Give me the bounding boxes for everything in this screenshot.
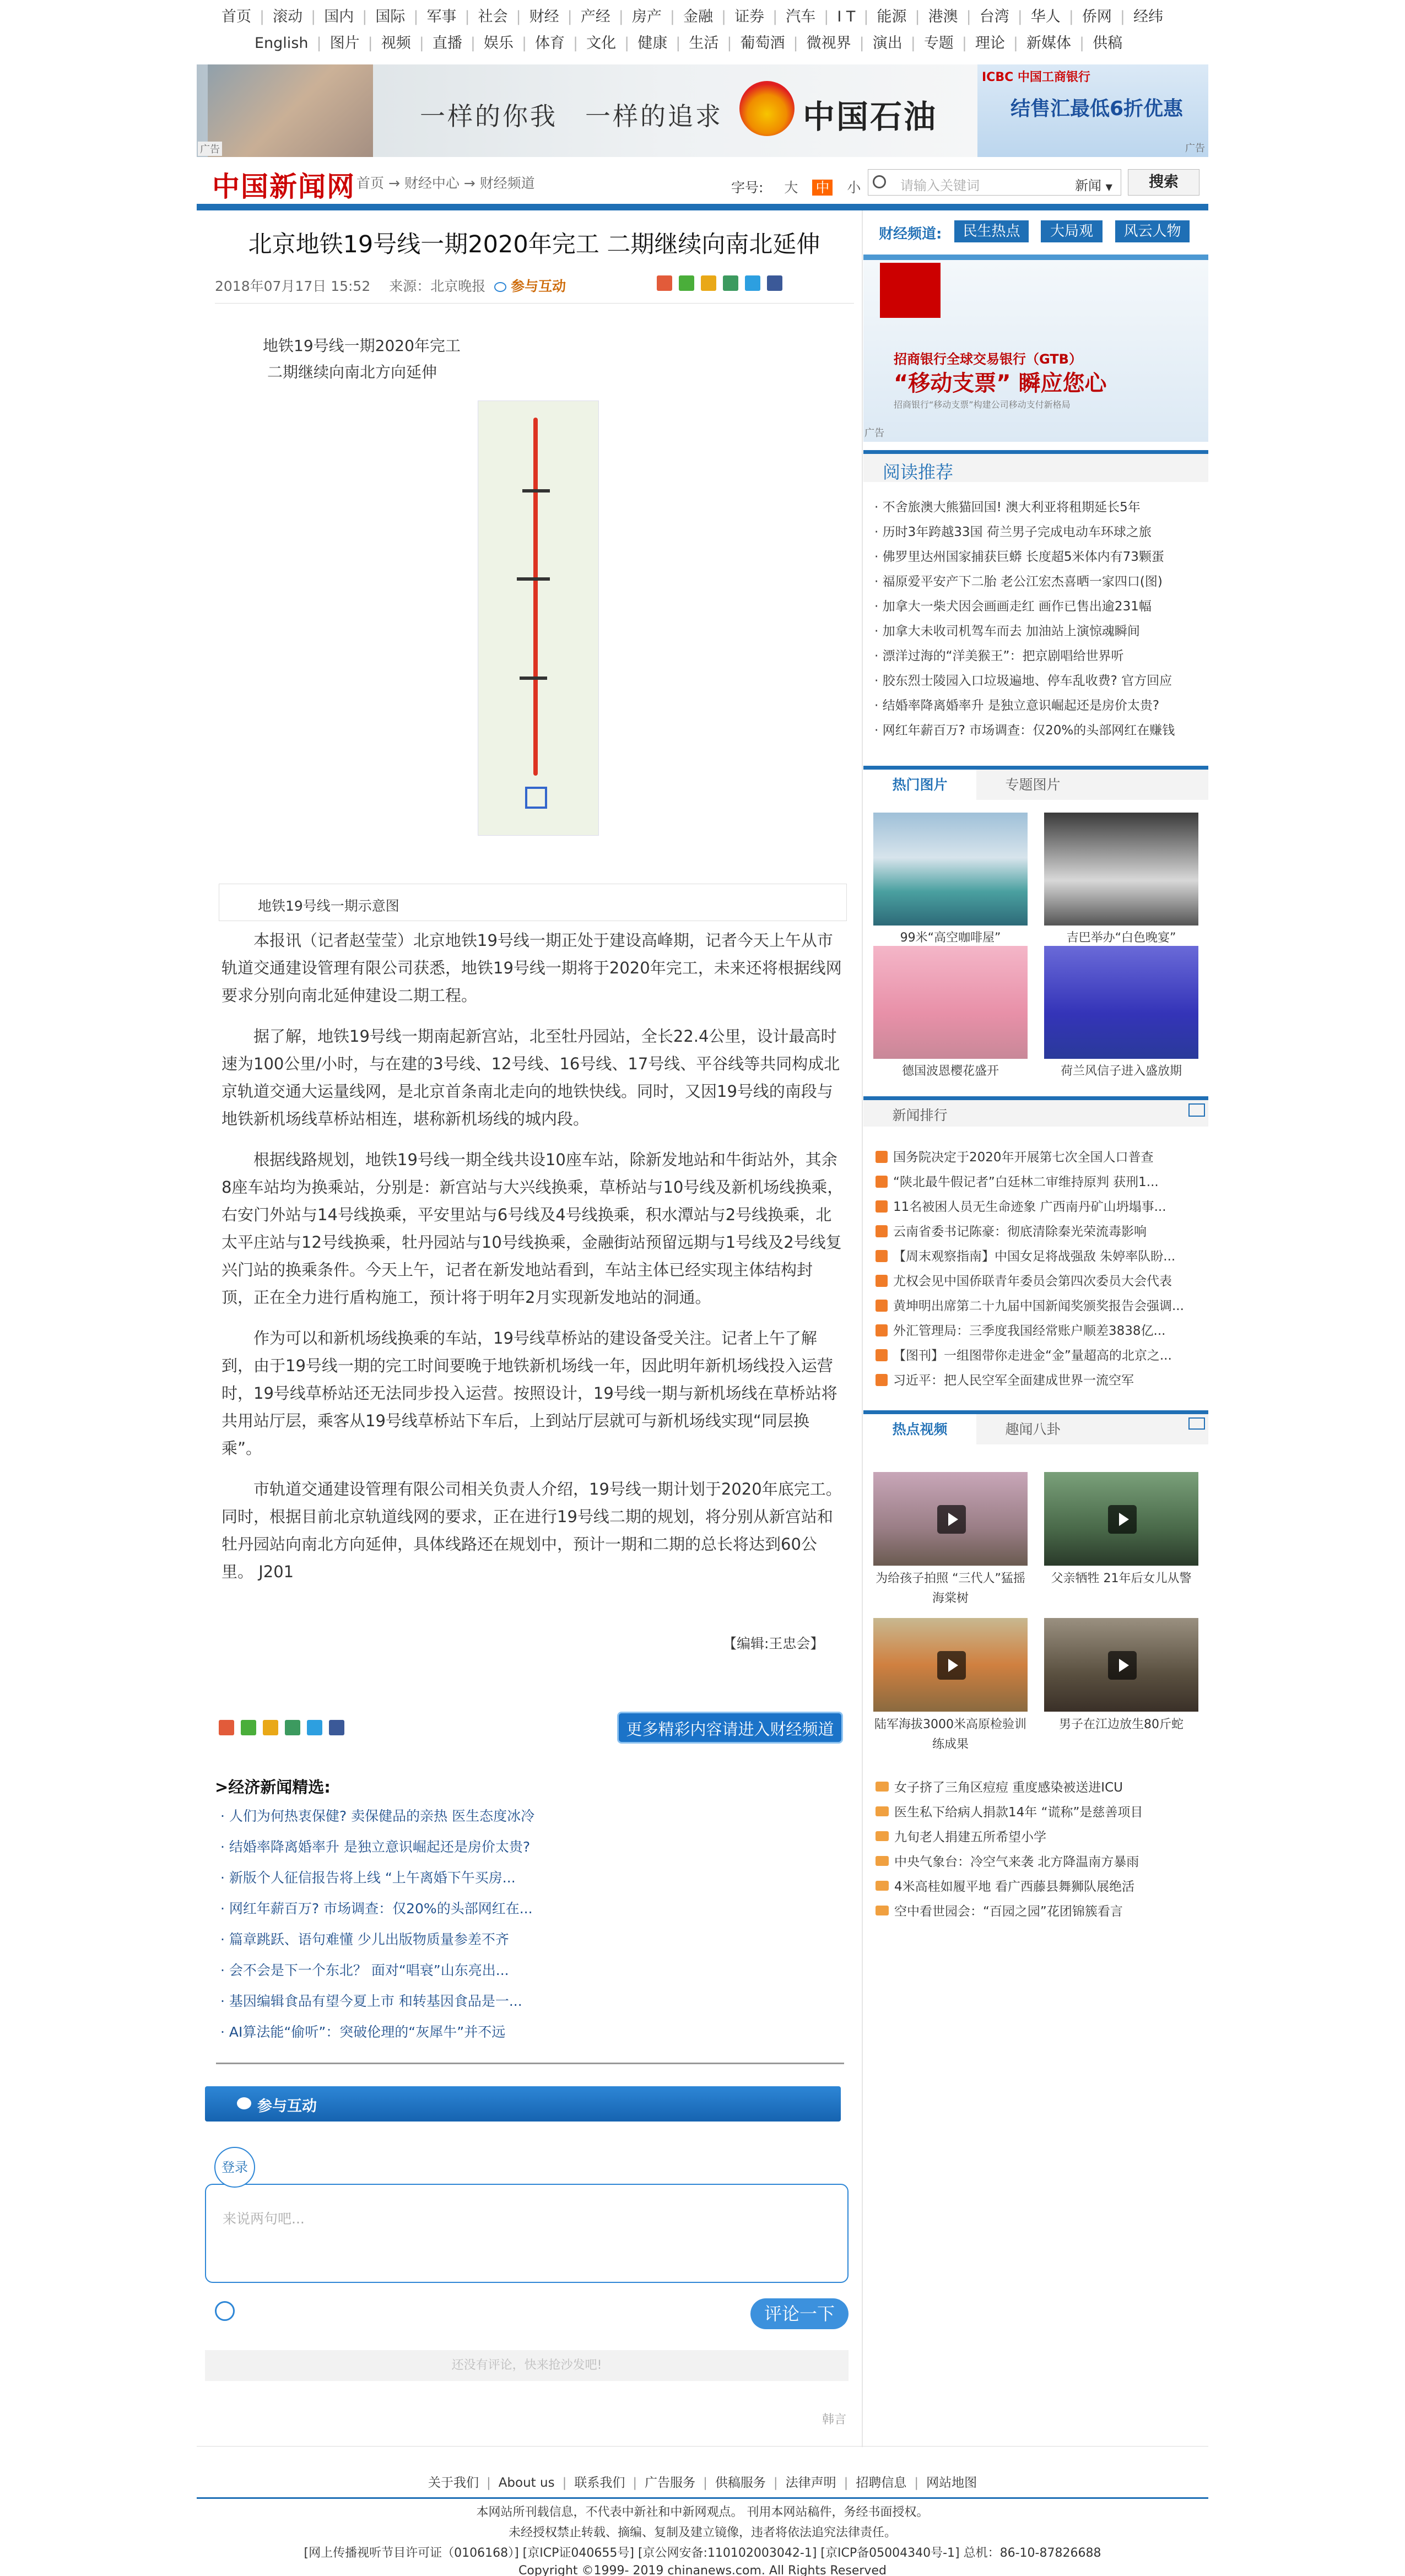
nav-link[interactable]: 房产 xyxy=(631,8,662,25)
nav-separator: | xyxy=(260,8,265,25)
related-link[interactable]: · 人们为何热衷保健? 卖保健品的亲热 医生态度冰冷 xyxy=(220,1805,826,1836)
search-button[interactable]: 搜索 xyxy=(1128,169,1199,196)
banner-slogan: 一样的你我 一样的追求 xyxy=(420,101,723,131)
caption-text: 地铁19号线一期示意图 xyxy=(258,898,399,914)
banner-ad-petrochina[interactable] xyxy=(197,64,977,157)
rank-item[interactable] xyxy=(876,1345,1206,1370)
nav-separator: | xyxy=(859,35,864,52)
subway-map-image xyxy=(478,401,599,836)
share-twitter-icon[interactable] xyxy=(307,1720,322,1735)
divider xyxy=(215,303,854,304)
nav-link[interactable]: 葡萄酒 xyxy=(740,35,785,52)
footer-link[interactable]: 关于我们 xyxy=(428,2476,479,2490)
rank-number-icon xyxy=(876,1374,888,1386)
icbc-logo-text: ICBC 中国工商银行 xyxy=(982,71,1090,84)
rank-text: 外汇管理局：三季度我国经常账户顺差3838亿... xyxy=(893,1324,1166,1338)
nav-separator: | xyxy=(633,2476,637,2490)
rank-number-icon xyxy=(876,1151,888,1163)
video-thumb[interactable] xyxy=(873,1472,1028,1566)
ad-line-2: “移动支票” 瞬应您心 xyxy=(894,371,1107,396)
search-icon xyxy=(873,175,886,188)
nav-separator: | xyxy=(824,8,829,25)
icbc-offer-text: 结售汇最低6折优惠 xyxy=(1010,98,1184,120)
video-small-icon xyxy=(876,1782,889,1792)
nav-separator: | xyxy=(311,8,316,25)
related-heading: >经济新闻精选: xyxy=(215,1778,331,1796)
rank-text: 习近平：把人民空军全面建成世界一流空军 xyxy=(893,1373,1134,1388)
rank-number-icon xyxy=(876,1324,888,1336)
footer-link[interactable]: 招聘信息 xyxy=(856,2476,907,2490)
video-caption[interactable]: 陆军海拔3000米高原检验训练成果 xyxy=(874,1718,1026,1751)
related-list xyxy=(220,1805,826,2052)
footer-link[interactable]: 法律声明 xyxy=(785,2476,836,2490)
picture-tabs xyxy=(863,766,1208,800)
article-lead xyxy=(263,333,461,386)
font-size-small[interactable]: 小 xyxy=(847,180,861,196)
picture-caption[interactable]: 吉巴举办“白色晚宴” xyxy=(1066,931,1176,945)
sidebar xyxy=(863,210,1208,2447)
footer-line-2: 未经授权禁止转载、摘编、复制及建立镜像，违者将依法追究法律责任。 xyxy=(508,2526,896,2540)
nav-link[interactable]: 证券 xyxy=(734,8,765,25)
map-station-marker xyxy=(517,577,550,581)
column-divider xyxy=(862,210,863,2447)
list-item[interactable]: · 不舍旅澳大熊猫回国! 澳大利亚将租期延长5年 xyxy=(874,497,1205,522)
nav-separator: | xyxy=(1068,8,1074,25)
nav-link[interactable]: 经纬 xyxy=(1133,8,1164,25)
picture-caption[interactable]: 99米“高空咖啡屋” xyxy=(900,931,1001,945)
video-small-icon xyxy=(876,1881,889,1891)
related-link[interactable]: · 会不会是下一个东北？ 面对“唱衰”山东亮出... xyxy=(220,1960,826,1990)
nav-link[interactable]: 汽车 xyxy=(786,8,816,25)
footer-bar xyxy=(197,2497,1208,2499)
rank-number-icon xyxy=(876,1275,888,1287)
nav-link[interactable]: 文化 xyxy=(586,35,617,52)
article-body xyxy=(221,927,844,1599)
tab-hot-pictures[interactable]: 热门图片 xyxy=(863,770,976,800)
nav-link[interactable]: 体育 xyxy=(535,35,565,52)
video-thumb[interactable] xyxy=(873,1618,1028,1712)
share-print-icon[interactable] xyxy=(657,275,672,291)
page-wrapper xyxy=(197,0,1208,2576)
list-item[interactable]: · 网红年薪百万? 市场调查：仅20%的头部网红在赚钱 xyxy=(874,720,1205,745)
read-recommend-title: 阅读推荐 xyxy=(883,462,954,483)
share-qzone-icon[interactable] xyxy=(263,1720,278,1735)
nav-link[interactable]: 能源 xyxy=(877,8,907,25)
nav-link[interactable]: 港澳 xyxy=(928,8,958,25)
lead-line-1: 地铁19号线一期2020年完工 xyxy=(263,337,461,355)
login-button[interactable]: 登录 xyxy=(214,2147,255,2188)
footer-line-3: [网上传播视听节目许可证（0106168）] [京ICP证040655号] [京公网安备:110102003042-1] [京ICP备05004340号-1] 总机：86-10-87826688 xyxy=(304,2546,1101,2560)
chevron-down-icon: ▼ xyxy=(1105,182,1112,192)
list-item[interactable]: · 佛罗里达州国家捕获巨蟒 长度超5米体内有73颗蛋 xyxy=(874,546,1205,571)
post-comment-button[interactable]: 评论一下 xyxy=(750,2298,849,2329)
nav-separator: | xyxy=(727,35,732,52)
news-rank-title: 新闻排行 xyxy=(892,1107,948,1123)
play-icon xyxy=(1108,1505,1137,1534)
nav-separator: | xyxy=(618,8,624,25)
article-paragraph: 市轨道交通建设管理有限公司相关负责人介绍，19号线一期计划于2020年底完工。同时，根据目前北京轨道线网的要求，正在进行19号线二期的规划，将分别从新宫站和牡丹园站向南北方向延伸，具体线路还在规划中，预计一期和二期的总长将达到60公里。 J201 xyxy=(221,1480,842,1581)
nav-separator: | xyxy=(721,8,727,25)
video-list-text: 中央气象台：冷空气来袭 北方降温南方暴雨 xyxy=(894,1855,1139,1869)
article-column xyxy=(205,210,863,2447)
petrochina-logo-icon xyxy=(739,81,795,136)
video-icon[interactable] xyxy=(1188,1417,1205,1430)
more-finance-button[interactable]: 更多精彩内容请进入财经频道 xyxy=(617,1712,843,1744)
list-item[interactable]: · 加拿大未收司机驾车而去 加油站上演惊魂瞬间 xyxy=(874,621,1205,646)
nav-link[interactable]: I T xyxy=(837,8,856,25)
nav-separator: | xyxy=(793,35,798,52)
top-navigation xyxy=(213,0,1192,57)
nav-separator: | xyxy=(914,2476,919,2490)
nav-separator: | xyxy=(844,2476,849,2490)
sidebar-ad-cmb[interactable] xyxy=(863,255,1208,442)
share-qzone-icon[interactable] xyxy=(701,275,716,291)
nav-separator: | xyxy=(470,35,475,52)
interact-link[interactable]: 参与互动 xyxy=(511,278,566,294)
header-bar xyxy=(197,157,1208,204)
search-scope-value: 新闻 xyxy=(1075,178,1101,193)
nav-link[interactable]: 娱乐 xyxy=(483,35,514,52)
nav-separator: | xyxy=(624,35,630,52)
share-facebook-icon[interactable] xyxy=(767,275,782,291)
play-icon xyxy=(937,1651,966,1680)
footer-divider xyxy=(197,2446,1208,2447)
video-list-item[interactable] xyxy=(876,1777,1206,1802)
nav-separator: | xyxy=(362,8,368,25)
font-size-label: 字号: xyxy=(731,180,764,196)
picture-thumb[interactable] xyxy=(873,946,1028,1059)
rank-text: 【周末观察指南】中国女足将战强敌 朱婷率队盼... xyxy=(893,1249,1176,1264)
nav-link[interactable]: 国际 xyxy=(375,8,406,25)
video-list xyxy=(876,1777,1206,1926)
nav-separator: | xyxy=(676,35,681,52)
nav-link[interactable]: 华人 xyxy=(1030,8,1061,25)
nav-row-1 xyxy=(213,4,1192,30)
related-link[interactable]: · AI算法能“偷听”：突破伦理的“灰犀牛”并不远 xyxy=(220,2021,826,2052)
share-print-icon[interactable] xyxy=(219,1720,234,1735)
search-placeholder: 请输入关键词 xyxy=(900,178,980,193)
nav-link[interactable]: 国内 xyxy=(324,8,354,25)
nav-link[interactable]: 侨网 xyxy=(1082,8,1112,25)
share-facebook-icon[interactable] xyxy=(329,1720,344,1735)
rank-text: 国务院决定于2020年开展第七次全国人口普查 xyxy=(893,1150,1154,1165)
banner-ad-icbc[interactable] xyxy=(977,64,1208,157)
video-list-text: 空中看世园会：“百园之园”花团锦簇看言 xyxy=(894,1904,1123,1919)
rank-text: 尤权会见中国侨联青年委员会第四次委员大会代表 xyxy=(893,1274,1172,1289)
list-item[interactable]: · 结婚率降离婚率升 是独立意识崛起还是房价太贵? xyxy=(874,695,1205,720)
nav-link[interactable]: 金融 xyxy=(683,8,713,25)
nav-link[interactable]: 生活 xyxy=(689,35,719,52)
video-tabs xyxy=(863,1410,1208,1444)
nav-separator: | xyxy=(1013,35,1019,52)
search-input[interactable] xyxy=(868,169,1121,196)
site-logo[interactable]: 中国新闻网 xyxy=(212,170,355,203)
font-size-medium[interactable]: 中 xyxy=(812,180,833,196)
news-rank-header xyxy=(863,1096,1208,1127)
nav-separator: | xyxy=(773,2476,778,2490)
footer-link[interactable]: 广告服务 xyxy=(645,2476,696,2490)
comment-input[interactable] xyxy=(205,2184,849,2283)
nav-separator: | xyxy=(573,35,579,52)
list-item[interactable]: · 历时3年跨越33国 荷兰男子完成电动车环球之旅 xyxy=(874,522,1205,546)
nav-separator: | xyxy=(1079,35,1085,52)
read-recommend-header xyxy=(863,450,1208,482)
comment-placeholder: 来说两句吧... xyxy=(223,2211,305,2227)
nav-link[interactable]: 视频 xyxy=(381,35,411,52)
related-link[interactable]: · 基因编辑食品有望今夏上市 和转基因食品是一... xyxy=(220,1990,826,2021)
nav-link[interactable]: 演出 xyxy=(872,35,903,52)
nav-link[interactable]: 台湾 xyxy=(979,8,1009,25)
rank-text: 云南省委书记陈豪：彻底清除秦光荣流毒影响 xyxy=(893,1225,1147,1239)
article-meta xyxy=(215,275,566,295)
comment-footer-text: 韩言 xyxy=(822,2413,847,2427)
breadcrumb[interactable]: 首页 → 财经中心 → 财经频道 xyxy=(356,175,535,191)
video-caption[interactable]: 为给孩子拍照 “三代人”猛摇海棠树 xyxy=(876,1572,1025,1605)
rank-text: 11名被困人员无生命迹象 广西南丹矿山坍塌事... xyxy=(893,1200,1166,1214)
share-douban-icon[interactable] xyxy=(285,1720,300,1735)
rank-number-icon xyxy=(876,1300,888,1312)
nav-link[interactable]: 社会 xyxy=(478,8,508,25)
interact-icon xyxy=(494,282,506,292)
font-size-switcher xyxy=(731,177,861,197)
article-paragraph: 作为可以和新机场线换乘的车站，19号线草桥站的建设备受关注。记者上午了解到，由于19号线一期的完工时间要晚于地铁新机场线一年，因此明年新机场线投入运营时，19号线草桥站还无法同步投入运营。按照设计，19号线一期与新机场线在草桥站将共用站厅层，乘客从19号线草桥站下车后，上到站厅层就可与新机场线实现“同层换乘”。 xyxy=(221,1329,837,1458)
video-thumb[interactable] xyxy=(1044,1472,1198,1566)
nav-separator: | xyxy=(516,8,521,25)
rank-item[interactable] xyxy=(876,1147,1206,1172)
picture-caption[interactable]: 德国波恩樱花盛开 xyxy=(901,1064,999,1078)
channel-button-fengyun[interactable]: 风云人物 xyxy=(1115,220,1190,242)
footer-link[interactable]: About us xyxy=(498,2476,555,2490)
header-divider xyxy=(197,204,1208,210)
cmb-logo-icon xyxy=(880,263,941,318)
related-link[interactable]: · 新版个人征信报告将上线 “上午离婚下午买房... xyxy=(220,1867,826,1898)
video-small-icon xyxy=(876,1806,889,1816)
nav-link[interactable]: 新媒体 xyxy=(1026,35,1072,52)
nav-link[interactable]: 首页 xyxy=(221,8,251,25)
video-list-item[interactable] xyxy=(876,1827,1206,1852)
news-rank-list xyxy=(876,1147,1206,1395)
footer-line-1: 本网站所刊载信息，不代表中新社和中新网观点。 刊用本网站稿件，务经书面授权。 xyxy=(476,2505,929,2519)
font-size-large[interactable]: 大 xyxy=(784,180,798,196)
nav-separator: | xyxy=(464,8,470,25)
footer-link[interactable]: 网站地图 xyxy=(926,2476,977,2490)
video-list-text: 女子挤了三角区痘痘 重度感染被送进ICU xyxy=(894,1781,1123,1795)
nav-link[interactable]: 滚动 xyxy=(273,8,303,25)
video-caption[interactable]: 父亲牺牲 21年后女儿从警 xyxy=(1051,1572,1192,1585)
nav-link[interactable]: 财经 xyxy=(529,8,559,25)
rank-number-icon xyxy=(876,1349,888,1361)
nav-row-2 xyxy=(246,31,1225,56)
nav-link[interactable]: 专题 xyxy=(923,35,954,52)
article-source: 来源：北京晚报 xyxy=(389,278,486,294)
nav-separator: | xyxy=(316,35,322,52)
editor-credit: 【编辑:王忠会】 xyxy=(723,1636,824,1652)
share-toolbar-bottom xyxy=(219,1720,351,1738)
lead-line-2: 二期继续向南北方向延伸 xyxy=(267,363,437,381)
comment-section-title: 参与互动 xyxy=(257,2098,317,2115)
map-station-marker xyxy=(522,489,550,493)
nav-separator: | xyxy=(961,35,967,52)
list-item[interactable]: · 漂洋过海的“洋美猴王”：把京剧唱给世界听 xyxy=(874,646,1205,670)
nav-separator: | xyxy=(562,2476,567,2490)
nav-separator: | xyxy=(521,35,527,52)
map-station-marker xyxy=(525,787,547,809)
nav-separator: | xyxy=(703,2476,707,2490)
rank-number-icon xyxy=(876,1225,888,1237)
share-wechat-icon[interactable] xyxy=(241,1720,256,1735)
rank-item[interactable] xyxy=(876,1296,1206,1321)
video-list-item[interactable] xyxy=(876,1876,1206,1901)
list-item[interactable]: · 加拿大一柴犬因会画画走红 画作已售出逾231幅 xyxy=(874,596,1205,621)
nav-separator: | xyxy=(486,2476,491,2490)
banner-worker-image xyxy=(208,64,373,157)
nav-separator: | xyxy=(772,8,778,25)
video-list-text: 九旬老人捐建五所希望小学 xyxy=(894,1830,1046,1844)
video-small-icon xyxy=(876,1906,889,1915)
footer-links xyxy=(197,2472,1208,2491)
nav-separator: | xyxy=(910,35,916,52)
video-small-icon xyxy=(876,1856,889,1866)
picture-caption[interactable]: 荷兰风信子进入盛放期 xyxy=(1060,1064,1182,1078)
comment-section-header xyxy=(205,2086,841,2122)
list-item[interactable]: · 胶东烈士陵园入口垃圾遍地、停车乱收费? 官方回应 xyxy=(874,670,1205,695)
play-icon xyxy=(937,1505,966,1534)
nav-separator: | xyxy=(413,8,419,25)
footer-link[interactable]: 供稿服务 xyxy=(715,2476,766,2490)
nav-link[interactable]: 供稿 xyxy=(1093,35,1123,52)
ad-label: 广告 xyxy=(864,427,884,439)
video-small-icon xyxy=(876,1831,889,1841)
nav-link[interactable]: 理论 xyxy=(975,35,1005,52)
search-scope-select[interactable] xyxy=(1075,175,1112,194)
nav-link[interactable]: 图片 xyxy=(329,35,360,52)
channel-button-minsheng[interactable]: 民生热点 xyxy=(954,220,1029,242)
nav-separator: | xyxy=(1017,8,1023,25)
nav-separator: | xyxy=(669,8,675,25)
picture-thumb[interactable] xyxy=(873,813,1028,926)
video-caption[interactable]: 男子在江边放生80斤蛇 xyxy=(1059,1718,1184,1731)
tab-topic-pictures[interactable]: 专题图片 xyxy=(1005,777,1061,793)
rank-item[interactable] xyxy=(876,1172,1206,1197)
comment-bubble-icon xyxy=(237,2097,251,2109)
related-link[interactable]: · 网红年薪百万? 市场调查：仅20%的头部网红在... xyxy=(220,1898,826,1929)
rank-item[interactable] xyxy=(876,1246,1206,1271)
nav-separator: | xyxy=(863,8,869,25)
rank-item[interactable] xyxy=(876,1370,1206,1395)
ad-line-1: 招商银行全球交易银行（GTB） xyxy=(894,351,1082,367)
video-list-text: 医生私下给病人捐款14年 “谎称”是慈善项目 xyxy=(894,1805,1143,1820)
nav-separator: | xyxy=(419,35,424,52)
video-list-item[interactable] xyxy=(876,1901,1206,1926)
rank-item[interactable] xyxy=(876,1221,1206,1246)
channel-button-daju[interactable]: 大局观 xyxy=(1041,220,1103,242)
nav-separator: | xyxy=(1120,8,1126,25)
article-title: 北京地铁19号线一期2020年完工 二期继续向南北延伸 xyxy=(248,231,820,258)
rank-item[interactable] xyxy=(876,1197,1206,1221)
nav-link[interactable]: 微视界 xyxy=(806,35,851,52)
rank-text: “陕北最牛假记者”白廷林二审维持原判 获刑1... xyxy=(893,1175,1159,1189)
divider xyxy=(216,2063,844,2064)
article-paragraph: 据了解，地铁19号线一期南起新宫站，北至牡丹园站，全长22.4公里，设计最高时速为100公里/小时，与在建的3号线、12号线、16号线、17号线、平谷线等共同构成北京轨道交通大运量线网，是北京首条南北走向的地铁快线。同时，又因19号线的南段与地铁新机场线草桥站相连，堪称新机场线的城内段。 xyxy=(221,1027,840,1128)
rank-item[interactable] xyxy=(876,1321,1206,1345)
emoji-icon[interactable] xyxy=(215,2301,235,2321)
nav-link[interactable]: 直播 xyxy=(432,35,462,52)
image-caption xyxy=(219,884,847,921)
video-list-item[interactable] xyxy=(876,1802,1206,1827)
picture-thumb[interactable] xyxy=(1044,946,1198,1059)
footer-line-4: Copyright ©1999- 2019 chinanews.com. All Rights Reserved xyxy=(518,2564,887,2576)
rank-number-icon xyxy=(876,1176,888,1188)
article-date: 2018年07月17日 15:52 xyxy=(215,278,371,294)
nav-link[interactable]: 军事 xyxy=(426,8,457,25)
article-paragraph: 根据线路规划，地铁19号线一期全线共设10座车站，除新发地站和牛街站外，其余8座车站均为换乘站，分别是：新宫站与大兴线换乘，草桥站与10号线及新机场线换乘，右安门外站与14号线换乘，平安里站与6号线及4号线换乘，积水潭站与2号线换乘，北太平庄站与12号线换乘，牡丹园站与10号线换乘，金融街站预留远期与1号线及2号线复兴门站的换乘条件。今天上午，记者在新发地站看到，车站主体已经实现主体结构封顶，正在全力进行盾构施工，预计将于明年2月实现新发地站的洞通。 xyxy=(221,1150,844,1307)
picture-thumb[interactable] xyxy=(1044,813,1198,926)
list-item[interactable]: · 福原爱平安产下二胎 老公江宏杰喜晒一家四口(图) xyxy=(874,571,1205,596)
ad-label: 广告 xyxy=(1185,143,1205,154)
tab-hot-videos[interactable]: 热点视频 xyxy=(863,1414,976,1444)
play-icon xyxy=(1108,1651,1137,1680)
video-list-item[interactable] xyxy=(876,1852,1206,1876)
nav-separator: | xyxy=(567,8,572,25)
related-link[interactable]: · 篇章跳跃、语句难懂 少儿出版物质量参差不齐 xyxy=(220,1929,826,1960)
share-wechat-icon[interactable] xyxy=(679,275,694,291)
subway-line-shape xyxy=(533,418,538,776)
rank-number-icon xyxy=(876,1200,888,1213)
share-toolbar xyxy=(657,275,789,293)
map-station-marker xyxy=(520,677,547,680)
rank-text: 黄坤明出席第二十九届中国新闻奖颁奖报告会强调... xyxy=(893,1299,1184,1313)
nav-link[interactable]: English xyxy=(255,35,309,52)
tab-gossip[interactable]: 趣闻八卦 xyxy=(1005,1421,1061,1437)
video-thumb[interactable] xyxy=(1044,1618,1198,1712)
rank-text: 【图刊】一组图带你走进金“金”量超高的北京之... xyxy=(893,1349,1172,1363)
rank-item[interactable] xyxy=(876,1271,1206,1296)
nav-link[interactable]: 产经 xyxy=(580,8,610,25)
nav-link[interactable]: 健康 xyxy=(637,35,668,52)
nav-separator: | xyxy=(966,8,971,25)
banner-brand: 中国石油 xyxy=(803,98,938,136)
related-link[interactable]: · 结婚率降离婚率升 是独立意识崛起还是房价太贵? xyxy=(220,1836,826,1867)
share-douban-icon[interactable] xyxy=(723,275,738,291)
rank-number-icon xyxy=(876,1250,888,1262)
nav-separator: | xyxy=(915,8,920,25)
no-comment-notice: 还没有评论，快来抢沙发吧! xyxy=(205,2350,849,2381)
ad-line-3: 招商银行“移动支票”构建公司移动支付新格局 xyxy=(894,399,1071,410)
list-toggle-icon[interactable] xyxy=(1188,1103,1205,1117)
video-list-text: 4米高桂如履平地 看广西藤县舞狮队展绝活 xyxy=(894,1880,1134,1894)
ad-label: 广告 xyxy=(198,142,222,156)
article-paragraph: 本报讯（记者赵莹莹）北京地铁19号线一期正处于建设高峰期，记者今天上午从市轨道交通建设管理有限公司获悉，地铁19号线一期将于2020年完工，未来还将根据线网要求分别向南北延伸建设二期工程。 xyxy=(221,931,842,1005)
finance-channel-label: 财经频道: xyxy=(879,226,942,242)
share-twitter-icon[interactable] xyxy=(745,275,760,291)
nav-separator: | xyxy=(368,35,373,52)
footer-link[interactable]: 联系我们 xyxy=(574,2476,625,2490)
read-recommend-list xyxy=(874,497,1205,745)
